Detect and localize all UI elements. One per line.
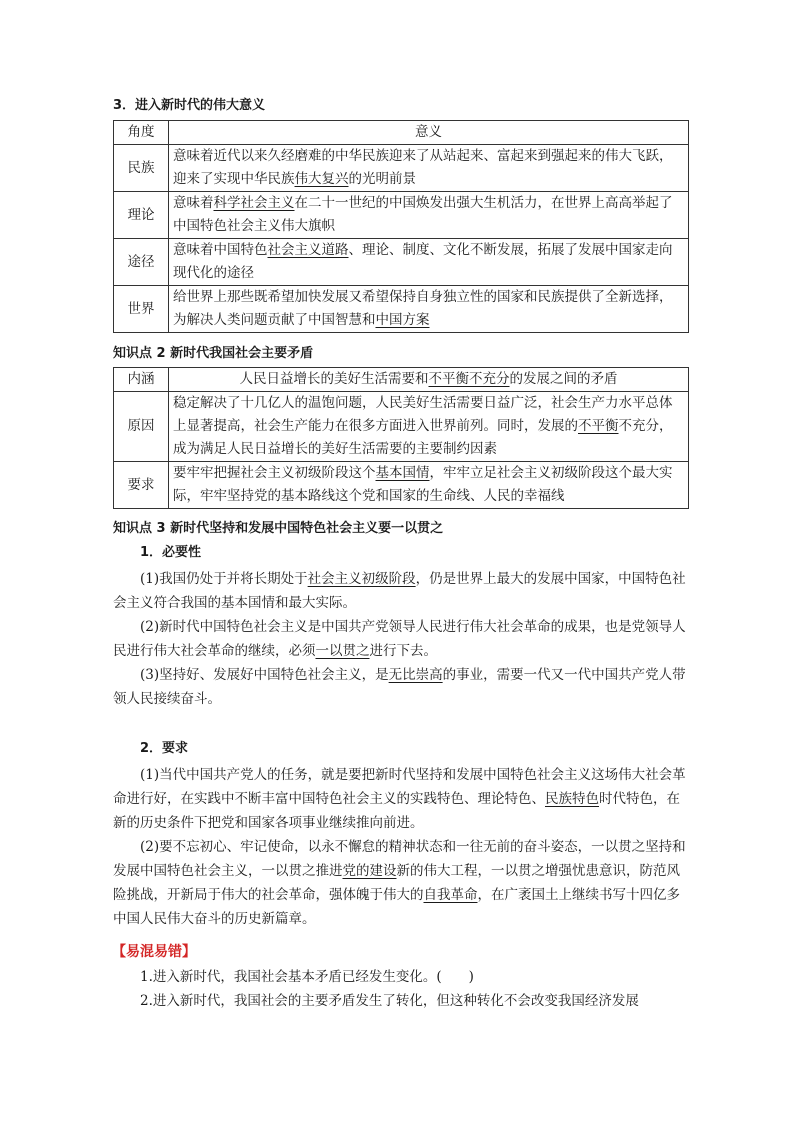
contradiction-table (113, 367, 689, 509)
row-content: 意味着近代以来久经磨难的中华民族迎来了从站起来、富起来到强起来的伟大飞跃，迎来了实现中华民族伟大复兴的光明前景 (169, 145, 689, 192)
section-3-heading: 3．进入新时代的伟大意义 (113, 98, 266, 113)
row-content: 人民日益增长的美好生活需要和不平衡不充分的发展之间的矛盾 (169, 368, 689, 392)
requirements-paragraphs (113, 763, 689, 931)
row-content: 给世界上那些既希望加快发展又希望保持自身独立性的国家和民族提供了全新选择，为解决人类问题贡献了中国智慧和中国方案 (169, 286, 689, 333)
requirements-heading: 2．要求 (140, 741, 189, 756)
paragraph: (3)坚持好、发展好中国特色社会主义，是无比崇高的事业，需要一代又一代中国共产党人带领人民接续奋斗。 (113, 667, 686, 707)
table-row (114, 286, 689, 333)
row-label: 世界 (114, 286, 169, 333)
row-label: 民族 (114, 145, 169, 192)
knowledge-point-3-heading: 知识点 3 新时代坚持和发展中国特色社会主义要一以贯之 (113, 521, 444, 536)
knowledge-point-2-heading: 知识点 2 新时代我国社会主要矛盾 (113, 346, 314, 361)
paragraph: (2)新时代中国特色社会主义是中国共产党领导人民进行伟大社会革命的成果，也是党领导人民进行伟大社会革命的继续，必须一以贯之进行下去。 (113, 619, 686, 659)
row-label: 理论 (114, 192, 169, 239)
row-label: 途径 (114, 239, 169, 286)
paragraph: (2)要不忘初心、牢记使命，以永不懈怠的精神状态和一往无前的奋斗姿态，一以贯之坚持和发展中国特色社会主义，一以贯之推进党的建设新的伟大工程，一以贯之增强忧患意识，防范风险挑战，开新局于伟大的社会革命，强体魄于伟大的自我革命，在广袤国土上继续书写十四亿多中国人民伟大奋斗的历史新篇章。 (113, 839, 686, 927)
necessity-heading: 1．必要性 (140, 545, 202, 560)
table-row (114, 145, 689, 192)
row-content: 稳定解决了十几亿人的温饱问题，人民美好生活需要日益广泛，社会生产力水平总体上显著提高，社会生产能力在很多方面进入世界前列。同时，发展的不平衡不充分，成为满足人民日益增长的美好生活需要的主要制约因素 (169, 392, 689, 462)
header-meaning: 意义 (169, 121, 689, 145)
row-content: 意味着科学社会主义在二十一世纪的中国焕发出强大生机活力，在世界上高高举起了中国特色社会主义伟大旗帜 (169, 192, 689, 239)
table-row (114, 192, 689, 239)
question-item: 2.进入新时代，我国社会的主要矛盾发生了转化，但这种转化不会改变我国经济发展 (140, 993, 639, 1009)
significance-table (113, 120, 689, 333)
row-content: 要牢牢把握社会主义初级阶段这个基本国情，牢牢立足社会主义初级阶段这个最大实际，牢牢坚持党的基本路线这个党和国家的生命线、人民的幸福线 (169, 462, 689, 509)
table-row (114, 392, 689, 462)
table-row (114, 368, 689, 392)
table-header-row (114, 121, 689, 145)
table-row (114, 462, 689, 509)
header-angle: 角度 (114, 121, 169, 145)
row-label: 要求 (114, 462, 169, 509)
paragraph: (1)我国仍处于并将长期处于社会主义初级阶段，仍是世界上最大的发展中国家，中国特色社会主义符合我国的基本国情和最大实际。 (113, 571, 686, 611)
row-label: 原因 (114, 392, 169, 462)
row-label: 内涵 (114, 368, 169, 392)
table-row (114, 239, 689, 286)
paragraph: (1)当代中国共产党人的任务，就是要把新时代坚持和发展中国特色社会主义这场伟大社会革命进行好，在实践中不断丰富中国特色社会主义的实践特色、理论特色、民族特色时代特色，在新的历史条件下把党和国家各项事业继续推向前进。 (113, 767, 686, 831)
mixup-questions (113, 965, 689, 1013)
question-item: 1.进入新时代，我国社会基本矛盾已经发生变化。( ) (140, 969, 474, 985)
row-content: 意味着中国特色社会主义道路、理论、制度、文化不断发展，拓展了发展中国家走向现代化的途径 (169, 239, 689, 286)
necessity-paragraphs (113, 567, 689, 711)
mixup-heading: 【易混易错】 (112, 944, 196, 960)
